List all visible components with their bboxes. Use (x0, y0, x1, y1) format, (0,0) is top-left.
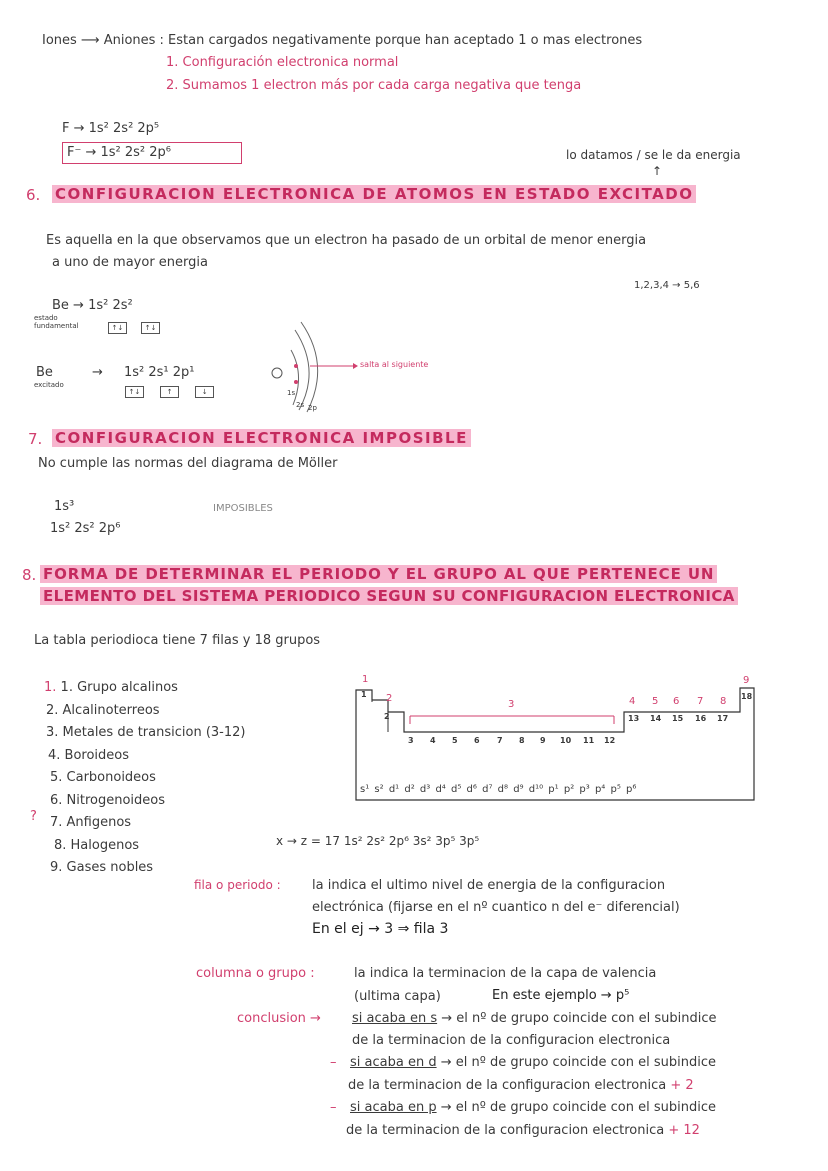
conclusion-p-text-2: de la terminacion de la configuracion electronica + 12 (346, 1123, 700, 1138)
group-number: 16 (695, 714, 707, 723)
group-number: 11 (583, 736, 595, 745)
periodo-example: En el ej → 3 ⇒ fila 3 (312, 921, 449, 937)
orbit-2p (301, 322, 318, 412)
orbit-2s (295, 330, 309, 410)
conclusion-p: si acaba en p → el nº de grupo coincide con el subindice (350, 1100, 716, 1115)
energy-note: lo datamos / se le da energia (566, 148, 741, 162)
orbital-label: d⁴ (435, 784, 446, 795)
electron (294, 380, 298, 384)
conclusion-dash: – (330, 1055, 337, 1070)
orbital-label: s² (374, 784, 384, 795)
be-ground-config: Be → 1s² 2s² (52, 298, 133, 313)
block-number: 2 (386, 693, 393, 704)
group-number: 13 (628, 714, 640, 723)
group-item: 7. Anfigenos (50, 815, 132, 830)
conclusion-s: si acaba en s → el nº de grupo coincide con el subindice (352, 1011, 717, 1026)
example-config: x → z = 17 1s² 2s² 2p⁶ 3s² 3p⁵ 3p⁵ (276, 834, 480, 848)
section-6-number: 6. (26, 186, 41, 204)
block-number: 9 (743, 675, 750, 686)
orbital-row (360, 784, 636, 795)
section-8-title-2: ELEMENTO DEL SISTEMA PERIODICO SEGUN SU CONFIGURACION ELECTRONICA (40, 587, 738, 605)
orbital-box: ↓ (195, 386, 214, 398)
group-number: 8 (519, 736, 525, 745)
orbital-label: p⁶ (626, 784, 637, 795)
group-number: 12 (604, 736, 616, 745)
jump-label: salta al siguiente (360, 360, 429, 369)
excited-orbital-boxes (125, 383, 214, 398)
block-number: 1 (362, 674, 369, 685)
section-7-number: 7. (28, 430, 43, 448)
block-number: 5 (652, 696, 659, 707)
group-number: 10 (560, 736, 572, 745)
orbital-label: p¹ (548, 784, 559, 795)
group-item: 2. Alcalinoterreos (46, 702, 160, 718)
conclusion-s-text-2: de la terminacion de la configuracion electronica (352, 1033, 671, 1048)
group-number: 14 (650, 714, 662, 723)
orbital-label: d⁶ (466, 784, 477, 795)
group-number: 1 (361, 690, 367, 699)
group-item: 8. Halogenos (54, 837, 140, 853)
be-excited-config: 1s² 2s¹ 2p¹ (124, 365, 195, 380)
electron (294, 364, 298, 368)
ground-orbital-boxes (108, 319, 160, 334)
periodo-text-2: electrónica (fijarse en el nº cuantico n del e⁻ diferencial) (312, 900, 680, 915)
iones-lead: Iones ⟶ Aniones : Estan cargados negativamente porque han aceptado 1 o mas electrones (42, 33, 643, 48)
grupo-text-2: (ultima capa) (354, 989, 441, 1004)
group-item: 1. 1. Grupo alcalinos (44, 680, 178, 695)
group-item: 6. Nitrogenoideos (50, 792, 166, 808)
section-6-title: CONFIGURACION ELECTRONICA DE ATOMOS EN ESTADO EXCITADO (52, 185, 696, 203)
group-number: 17 (717, 714, 729, 723)
iones-step-2: 2. Sumamos 1 electron más por cada carga negativa que tenga (166, 78, 582, 93)
orbital-box: ↑↓ (125, 386, 144, 398)
group-number: 4 (430, 736, 436, 745)
grupo-text-1: la indica la terminacion de la capa de valencia (354, 966, 657, 981)
group-list (44, 677, 245, 880)
orbital-label: d¹ (388, 784, 400, 795)
energy-arrow: ↑ (652, 164, 663, 178)
fminus-config: F⁻ → 1s² 2s² 2p⁶ (67, 145, 172, 160)
orbital-box: ↑↓ (108, 322, 127, 334)
group-number: 7 (497, 736, 503, 745)
orbital-label: d¹⁰ (528, 784, 544, 795)
be-excited-arrow: → (92, 365, 103, 380)
orbital-label: d⁸ (497, 784, 508, 795)
section-8-title-1: FORMA DE DETERMINAR EL PERIODO Y EL GRUPO AL QUE PERTENECE UN (40, 565, 717, 583)
group-number: 15 (672, 714, 684, 723)
question-mark: ? (30, 809, 37, 824)
jump-arrow-head (353, 363, 358, 369)
block-number: 8 (720, 696, 727, 707)
group-number: 2 (384, 712, 390, 721)
orbital-label: d⁹ (513, 784, 524, 795)
conclusion-dash: – (330, 1100, 337, 1115)
section-6-desc-2: a uno de mayor energia (52, 255, 208, 270)
atom-orbit-diagram (265, 320, 365, 415)
orbital-label: p⁵ (610, 784, 621, 795)
group-item: 5. Carbonoideos (50, 770, 156, 785)
block-number: 4 (629, 696, 636, 707)
grupo-label: columna o grupo : (196, 966, 315, 981)
conclusion-d: si acaba en d → el nº de grupo coincide con el subindice (350, 1055, 716, 1070)
orbital-label: d² (404, 784, 415, 795)
fminus-config-box (62, 142, 242, 164)
be-excited-symbol: Be (36, 365, 53, 380)
block-number: 7 (697, 696, 704, 707)
orbit-2s-label: 2s (296, 401, 305, 409)
group-number: 5 (452, 736, 458, 745)
group-item: 9. Gases nobles (50, 860, 154, 875)
periodo-label: fila o periodo : (194, 878, 281, 892)
group-number: 18 (741, 692, 753, 701)
section-8-number: 8. (22, 566, 37, 584)
periodo-text-1: la indica el ultimo nivel de energia de la configuracion (312, 878, 666, 893)
section-7-title: CONFIGURACION ELECTRONICA IMPOSIBLE (52, 429, 471, 447)
impossible-example-2: 1s² 2s² 2p⁶ (50, 521, 121, 536)
orbital-box: ↑↓ (141, 322, 160, 334)
orbital-label: s¹ (360, 784, 370, 795)
section-6-desc-1: Es aquella en la que observamos que un electron ha pasado de un orbital de menor energia (46, 233, 647, 248)
impossible-label: IMPOSIBLES (213, 503, 273, 514)
nucleus (272, 368, 282, 378)
table-intro: La tabla periodioca tiene 7 filas y 18 grupos (34, 633, 321, 648)
orbit-2p-label: 2p (308, 404, 317, 412)
block-number: 3 (508, 699, 515, 710)
orbital-label: d⁷ (482, 784, 493, 795)
orbit-1s-label: 1s (287, 389, 296, 397)
orbital-label: p³ (579, 784, 590, 795)
block-number: 6 (673, 696, 680, 707)
group-number: 3 (408, 736, 414, 745)
iones-step-1: 1. Configuración electronica normal (166, 55, 399, 70)
section-7-desc: No cumple las normas del diagrama de Möller (38, 456, 338, 471)
group-number: 6 (474, 736, 480, 745)
orbital-box: ↑ (160, 386, 179, 398)
conclusion-d-text-2: de la terminacion de la configuracion electronica + 2 (348, 1078, 694, 1093)
group-item: 3. Metales de transicion (3-12) (46, 725, 246, 740)
orbital-label: d³ (419, 784, 431, 795)
orbital-label: p⁴ (594, 784, 606, 795)
conclusion-label: conclusion → (237, 1011, 321, 1026)
orbital-label: p² (563, 784, 575, 795)
grupo-example: En este ejemplo → p⁵ (492, 988, 630, 1003)
orbital-label: d⁵ (451, 784, 462, 795)
excited-label: excitado (34, 381, 64, 389)
group-item: 4. Boroideos (48, 747, 130, 763)
ground-state-label: estado fundamental (34, 314, 79, 330)
group-number: 9 (540, 736, 546, 745)
section-6-side-note: 1,2,3,4 → 5,6 (634, 280, 700, 291)
f-config: F → 1s² 2s² 2p⁵ (62, 121, 160, 136)
impossible-example-1: 1s³ (54, 499, 75, 514)
